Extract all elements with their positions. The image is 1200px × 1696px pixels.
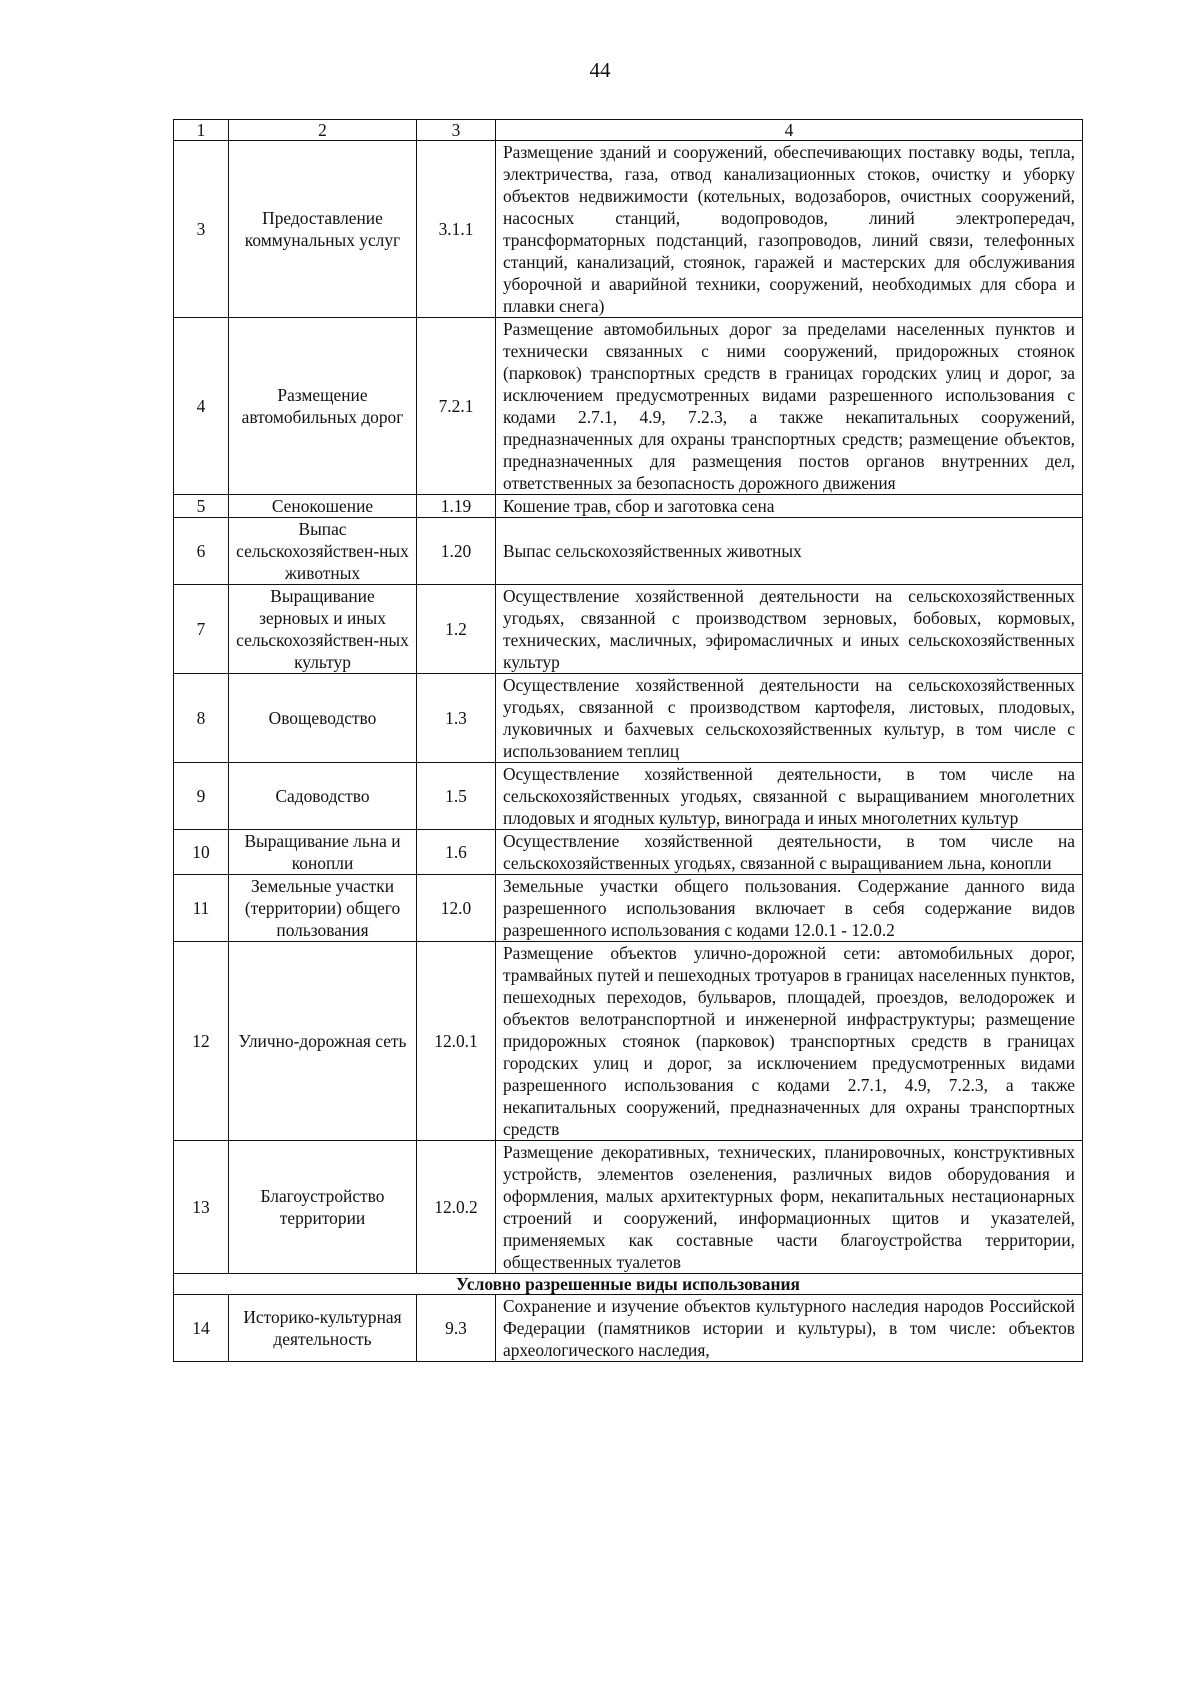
use-type-code: 1.6 <box>417 830 496 875</box>
table-row <box>174 1141 1083 1274</box>
use-type-name: Улично-дорожная сеть <box>229 942 417 1141</box>
use-type-code: 9.3 <box>417 1295 496 1362</box>
use-type-name: Выращивание зерновых и иных сельскохозяйствен-ных культур <box>229 585 417 674</box>
table-row <box>174 141 1083 318</box>
use-type-description: Кошение трав, сбор и заготовка сена <box>496 495 1083 518</box>
use-type-name: Выращивание льна и конопли <box>229 830 417 875</box>
table-row <box>174 318 1083 495</box>
use-type-description: Осуществление хозяйственной деятельности, в том числе на сельскохозяйственных угодьях, связанной с выращиванием многолетних плодовых и ягодных культур, винограда и иных многолетних культур <box>496 763 1083 830</box>
table-row <box>174 585 1083 674</box>
row-number: 10 <box>174 830 229 875</box>
use-type-name: Садоводство <box>229 763 417 830</box>
row-number: 9 <box>174 763 229 830</box>
use-type-code: 12.0.1 <box>417 942 496 1141</box>
use-type-description: Осуществление хозяйственной деятельности на сельскохозяйственных угодьях, связанной с производством зерновых, бобовых, кормовых, технических, масличных, эфиромасличных и иных сельскохозяйственных культур <box>496 585 1083 674</box>
use-type-code: 1.2 <box>417 585 496 674</box>
row-number: 11 <box>174 875 229 942</box>
use-type-description: Размещение автомобильных дорог за пределами населенных пунктов и технически связанных с ними сооружений, придорожных стоянок (парковок) транспортных средств в границах городских улиц и дорог, за исключением предусмотренных видами разрешенного использования с кодами 2.7.1, 4.9, 7.2.3, а также некапитальных сооружений, предназначенных для охраны транспортных средств; размещение объектов, предназначенных для размещения постов органов внутренних дел, ответственных за безопасность дорожного движения <box>496 318 1083 495</box>
table-header-row <box>174 120 1083 141</box>
row-number: 3 <box>174 141 229 318</box>
land-use-table <box>173 119 1083 1362</box>
use-type-name: Овощеводство <box>229 674 417 763</box>
table-row <box>174 875 1083 942</box>
use-type-code: 1.19 <box>417 495 496 518</box>
table-row <box>174 942 1083 1141</box>
row-number: 5 <box>174 495 229 518</box>
table-row <box>174 518 1083 585</box>
use-type-name: Благоустройство территории <box>229 1141 417 1274</box>
row-number: 8 <box>174 674 229 763</box>
use-type-name: Сенокошение <box>229 495 417 518</box>
use-type-description: Выпас сельскохозяйственных животных <box>496 518 1083 585</box>
column-header-4: 4 <box>496 120 1083 141</box>
row-number: 13 <box>174 1141 229 1274</box>
table-row <box>174 763 1083 830</box>
land-use-table-body <box>174 120 1083 1362</box>
use-type-description: Размещение декоративных, технических, планировочных, конструктивных устройств, элементов озеленения, различных видов оборудования и оформления, малых архитектурных форм, некапитальных нестационарных строений и сооружений, информационных щитов и указателей, применяемых как составные части благоустройства территории, общественных туалетов <box>496 1141 1083 1274</box>
use-type-name: Выпас сельскохозяйствен-ных животных <box>229 518 417 585</box>
row-number: 12 <box>174 942 229 1141</box>
use-type-name: Размещение автомобильных дорог <box>229 318 417 495</box>
use-type-code: 1.5 <box>417 763 496 830</box>
use-type-description: Осуществление хозяйственной деятельности на сельскохозяйственных угодьях, связанной с производством картофеля, листовых, плодовых, луковичных и бахчевых сельскохозяйственных культур, в том числе с использованием теплиц <box>496 674 1083 763</box>
column-header-2: 2 <box>229 120 417 141</box>
section-row <box>174 1274 1083 1295</box>
section-title: Условно разрешенные виды использования <box>174 1274 1083 1295</box>
use-type-code: 12.0.2 <box>417 1141 496 1274</box>
table-row <box>174 674 1083 763</box>
column-header-3: 3 <box>417 120 496 141</box>
row-number: 4 <box>174 318 229 495</box>
use-type-name: Историко-культурная деятельность <box>229 1295 417 1362</box>
table-row <box>174 1295 1083 1362</box>
table-row <box>174 830 1083 875</box>
use-type-description: Размещение объектов улично-дорожной сети: автомобильных дорог, трамвайных путей и пешеходных тротуаров в границах населенных пунктов, пешеходных переходов, бульваров, площадей, проездов, велодорожек и объектов велотранспортной и инженерной инфраструктуры; размещение придорожных стоянок (парковок) транспортных средств в границах городских улиц и дорог, за исключением предусмотренных видами разрешенного использования с кодами 2.7.1, 4.9, 7.2.3, а также некапитальных сооружений, предназначенных для охраны транспортных средств <box>496 942 1083 1141</box>
use-type-description: Размещение зданий и сооружений, обеспечивающих поставку воды, тепла, электричества, газа, отвод канализационных стоков, очистку и уборку объектов недвижимости (котельных, водозаборов, очистных сооружений, насосных станций, водопроводов, линий электропередач, трансформаторных подстанций, газопроводов, линий связи, телефонных станций, канализаций, стоянок, гаражей и мастерских для обслуживания уборочной и аварийной техники, сооружений, необходимых для сбора и плавки снега) <box>496 141 1083 318</box>
row-number: 6 <box>174 518 229 585</box>
use-type-name: Земельные участки (территории) общего пользования <box>229 875 417 942</box>
page-number: 44 <box>589 58 611 82</box>
use-type-description: Земельные участки общего пользования. Содержание данного вида разрешенного использования включает в себя содержание видов разрешенного использования с кодами 12.0.1 - 12.0.2 <box>496 875 1083 942</box>
row-number: 14 <box>174 1295 229 1362</box>
table-row <box>174 495 1083 518</box>
use-type-code: 1.20 <box>417 518 496 585</box>
row-number: 7 <box>174 585 229 674</box>
use-type-code: 7.2.1 <box>417 318 496 495</box>
use-type-code: 12.0 <box>417 875 496 942</box>
use-type-code: 3.1.1 <box>417 141 496 318</box>
use-type-code: 1.3 <box>417 674 496 763</box>
use-type-name: Предоставление коммунальных услуг <box>229 141 417 318</box>
column-header-1: 1 <box>174 120 229 141</box>
use-type-description: Сохранение и изучение объектов культурного наследия народов Российской Федерации (памятников истории и культуры), в том числе: объектов археологического наследия, <box>496 1295 1083 1362</box>
use-type-description: Осуществление хозяйственной деятельности, в том числе на сельскохозяйственных угодьях, связанной с выращиванием льна, конопли <box>496 830 1083 875</box>
